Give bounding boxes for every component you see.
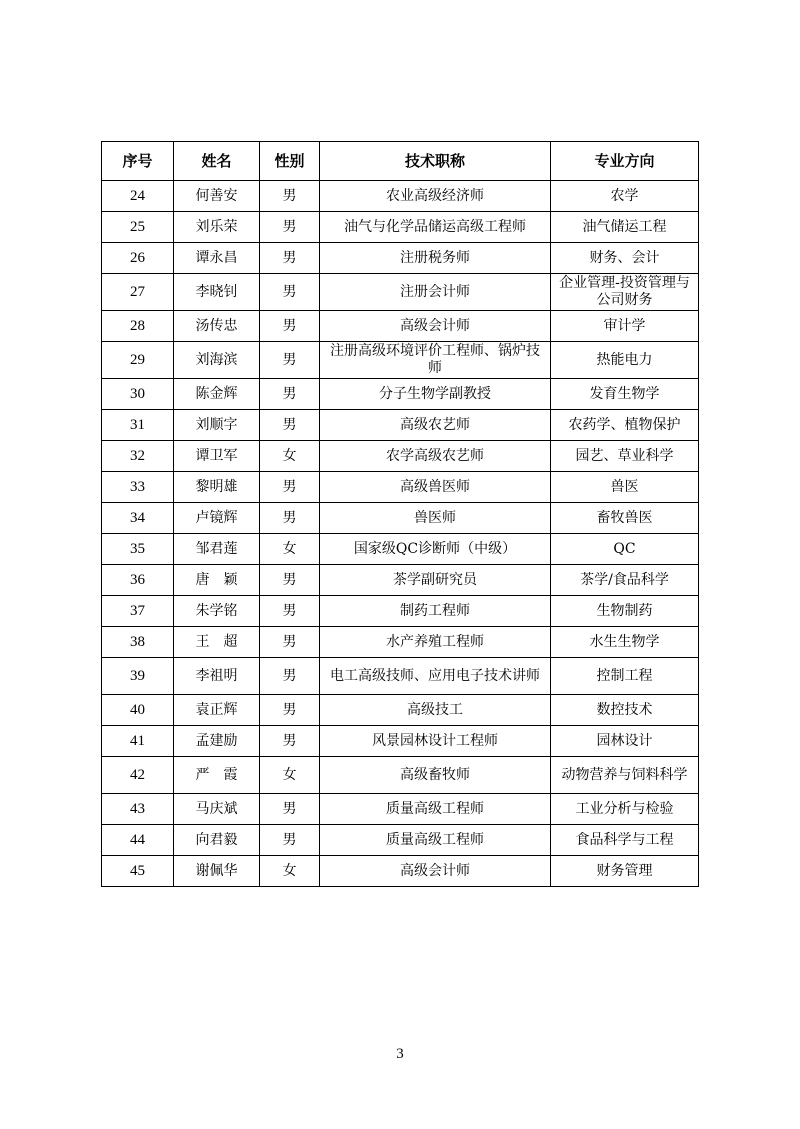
cell-title: 水产养殖工程师	[320, 627, 551, 658]
cell-field: QC	[551, 534, 699, 565]
table-row	[102, 596, 699, 627]
cell-title: 高级会计师	[320, 311, 551, 342]
cell-title: 注册会计师	[320, 274, 551, 311]
cell-name: 马庆斌	[174, 794, 260, 825]
cell-gender: 男	[260, 274, 320, 311]
table-row	[102, 379, 699, 410]
cell-gender: 女	[260, 441, 320, 472]
cell-no: 43	[102, 794, 174, 825]
cell-name: 汤传忠	[174, 311, 260, 342]
cell-gender: 女	[260, 757, 320, 794]
cell-gender: 男	[260, 726, 320, 757]
cell-no: 40	[102, 695, 174, 726]
cell-title: 质量高级工程师	[320, 825, 551, 856]
table-row	[102, 695, 699, 726]
page-number: 3	[396, 1046, 404, 1062]
cell-no: 38	[102, 627, 174, 658]
table-row	[102, 856, 699, 887]
cell-name: 李祖明	[174, 658, 260, 695]
cell-gender: 男	[260, 410, 320, 441]
cell-name: 谭永昌	[174, 243, 260, 274]
header-gender: 性别	[260, 142, 320, 181]
cell-gender: 男	[260, 565, 320, 596]
personnel-table-container	[101, 141, 698, 887]
cell-title: 农业高级经济师	[320, 181, 551, 212]
cell-title: 农学高级农艺师	[320, 441, 551, 472]
cell-no: 30	[102, 379, 174, 410]
cell-field: 园林设计	[551, 726, 699, 757]
cell-field: 水生生物学	[551, 627, 699, 658]
cell-gender: 男	[260, 379, 320, 410]
cell-title: 高级农艺师	[320, 410, 551, 441]
cell-no: 44	[102, 825, 174, 856]
cell-gender: 男	[260, 472, 320, 503]
cell-title: 电工高级技师、应用电子技术讲师	[320, 658, 551, 695]
table-row	[102, 794, 699, 825]
table-row	[102, 342, 699, 379]
cell-name: 孟建励	[174, 726, 260, 757]
cell-name: 谭卫军	[174, 441, 260, 472]
table-row	[102, 243, 699, 274]
cell-name: 朱学铭	[174, 596, 260, 627]
cell-field: 兽医	[551, 472, 699, 503]
cell-name: 陈金辉	[174, 379, 260, 410]
cell-title: 风景园林设计工程师	[320, 726, 551, 757]
cell-gender: 女	[260, 856, 320, 887]
cell-field: 企业管理-投资管理与公司财务	[551, 274, 699, 311]
cell-field: 发育生物学	[551, 379, 699, 410]
cell-no: 42	[102, 757, 174, 794]
cell-name: 袁正辉	[174, 695, 260, 726]
table-row	[102, 503, 699, 534]
cell-gender: 男	[260, 311, 320, 342]
cell-title: 高级会计师	[320, 856, 551, 887]
cell-field: 控制工程	[551, 658, 699, 695]
table-row	[102, 441, 699, 472]
cell-field: 热能电力	[551, 342, 699, 379]
cell-field: 园艺、草业科学	[551, 441, 699, 472]
cell-gender: 男	[260, 658, 320, 695]
table-header-row	[102, 142, 699, 181]
table-row	[102, 410, 699, 441]
cell-field: 财务、会计	[551, 243, 699, 274]
header-name: 姓名	[174, 142, 260, 181]
cell-field: 农学	[551, 181, 699, 212]
table-row	[102, 627, 699, 658]
cell-field: 油气储运工程	[551, 212, 699, 243]
cell-name: 李晓钊	[174, 274, 260, 311]
cell-no: 39	[102, 658, 174, 695]
cell-gender: 男	[260, 212, 320, 243]
cell-no: 37	[102, 596, 174, 627]
header-title: 技术职称	[320, 142, 551, 181]
cell-gender: 男	[260, 794, 320, 825]
cell-name: 唐 颖	[174, 565, 260, 596]
cell-no: 33	[102, 472, 174, 503]
table-body	[102, 181, 699, 887]
cell-no: 34	[102, 503, 174, 534]
table-row	[102, 274, 699, 311]
cell-no: 29	[102, 342, 174, 379]
cell-gender: 男	[260, 243, 320, 274]
cell-no: 41	[102, 726, 174, 757]
cell-gender: 男	[260, 825, 320, 856]
table-row	[102, 757, 699, 794]
cell-name: 王 超	[174, 627, 260, 658]
cell-field: 动物营养与饲料科学	[551, 757, 699, 794]
cell-gender: 男	[260, 596, 320, 627]
cell-title: 质量高级工程师	[320, 794, 551, 825]
cell-no: 27	[102, 274, 174, 311]
cell-no: 24	[102, 181, 174, 212]
cell-gender: 女	[260, 534, 320, 565]
cell-title: 高级技工	[320, 695, 551, 726]
cell-field: 畜牧兽医	[551, 503, 699, 534]
cell-name: 谢佩华	[174, 856, 260, 887]
cell-gender: 男	[260, 181, 320, 212]
cell-field: 生物制药	[551, 596, 699, 627]
cell-name: 刘海滨	[174, 342, 260, 379]
cell-title: 国家级QC诊断师（中级）	[320, 534, 551, 565]
personnel-table	[101, 141, 699, 887]
cell-name: 向君毅	[174, 825, 260, 856]
cell-no: 32	[102, 441, 174, 472]
cell-field: 财务管理	[551, 856, 699, 887]
cell-name: 严 霞	[174, 757, 260, 794]
cell-title: 高级畜牧师	[320, 757, 551, 794]
header-field: 专业方向	[551, 142, 699, 181]
cell-name: 黎明雄	[174, 472, 260, 503]
cell-no: 28	[102, 311, 174, 342]
cell-title: 分子生物学副教授	[320, 379, 551, 410]
cell-no: 31	[102, 410, 174, 441]
header-no: 序号	[102, 142, 174, 181]
cell-gender: 男	[260, 695, 320, 726]
table-row	[102, 472, 699, 503]
cell-no: 35	[102, 534, 174, 565]
table-row	[102, 212, 699, 243]
cell-name: 何善安	[174, 181, 260, 212]
cell-no: 36	[102, 565, 174, 596]
cell-gender: 男	[260, 627, 320, 658]
cell-no: 45	[102, 856, 174, 887]
cell-title: 高级兽医师	[320, 472, 551, 503]
cell-no: 25	[102, 212, 174, 243]
table-row	[102, 534, 699, 565]
cell-field: 数控技术	[551, 695, 699, 726]
cell-field: 茶学/食品科学	[551, 565, 699, 596]
cell-title: 兽医师	[320, 503, 551, 534]
cell-title: 注册税务师	[320, 243, 551, 274]
cell-field: 农药学、植物保护	[551, 410, 699, 441]
cell-name: 刘顺字	[174, 410, 260, 441]
cell-no: 26	[102, 243, 174, 274]
table-row	[102, 565, 699, 596]
table-row	[102, 181, 699, 212]
cell-gender: 男	[260, 342, 320, 379]
cell-title: 制药工程师	[320, 596, 551, 627]
table-row	[102, 726, 699, 757]
cell-field: 食品科学与工程	[551, 825, 699, 856]
cell-field: 审计学	[551, 311, 699, 342]
cell-title: 茶学副研究员	[320, 565, 551, 596]
table-row	[102, 825, 699, 856]
cell-name: 邹君莲	[174, 534, 260, 565]
table-row	[102, 658, 699, 695]
cell-title: 注册高级环境评价工程师、锅炉技师	[320, 342, 551, 379]
cell-name: 刘乐荣	[174, 212, 260, 243]
table-row	[102, 311, 699, 342]
cell-field: 工业分析与检验	[551, 794, 699, 825]
cell-gender: 男	[260, 503, 320, 534]
cell-name: 卢镜辉	[174, 503, 260, 534]
cell-title: 油气与化学品储运高级工程师	[320, 212, 551, 243]
